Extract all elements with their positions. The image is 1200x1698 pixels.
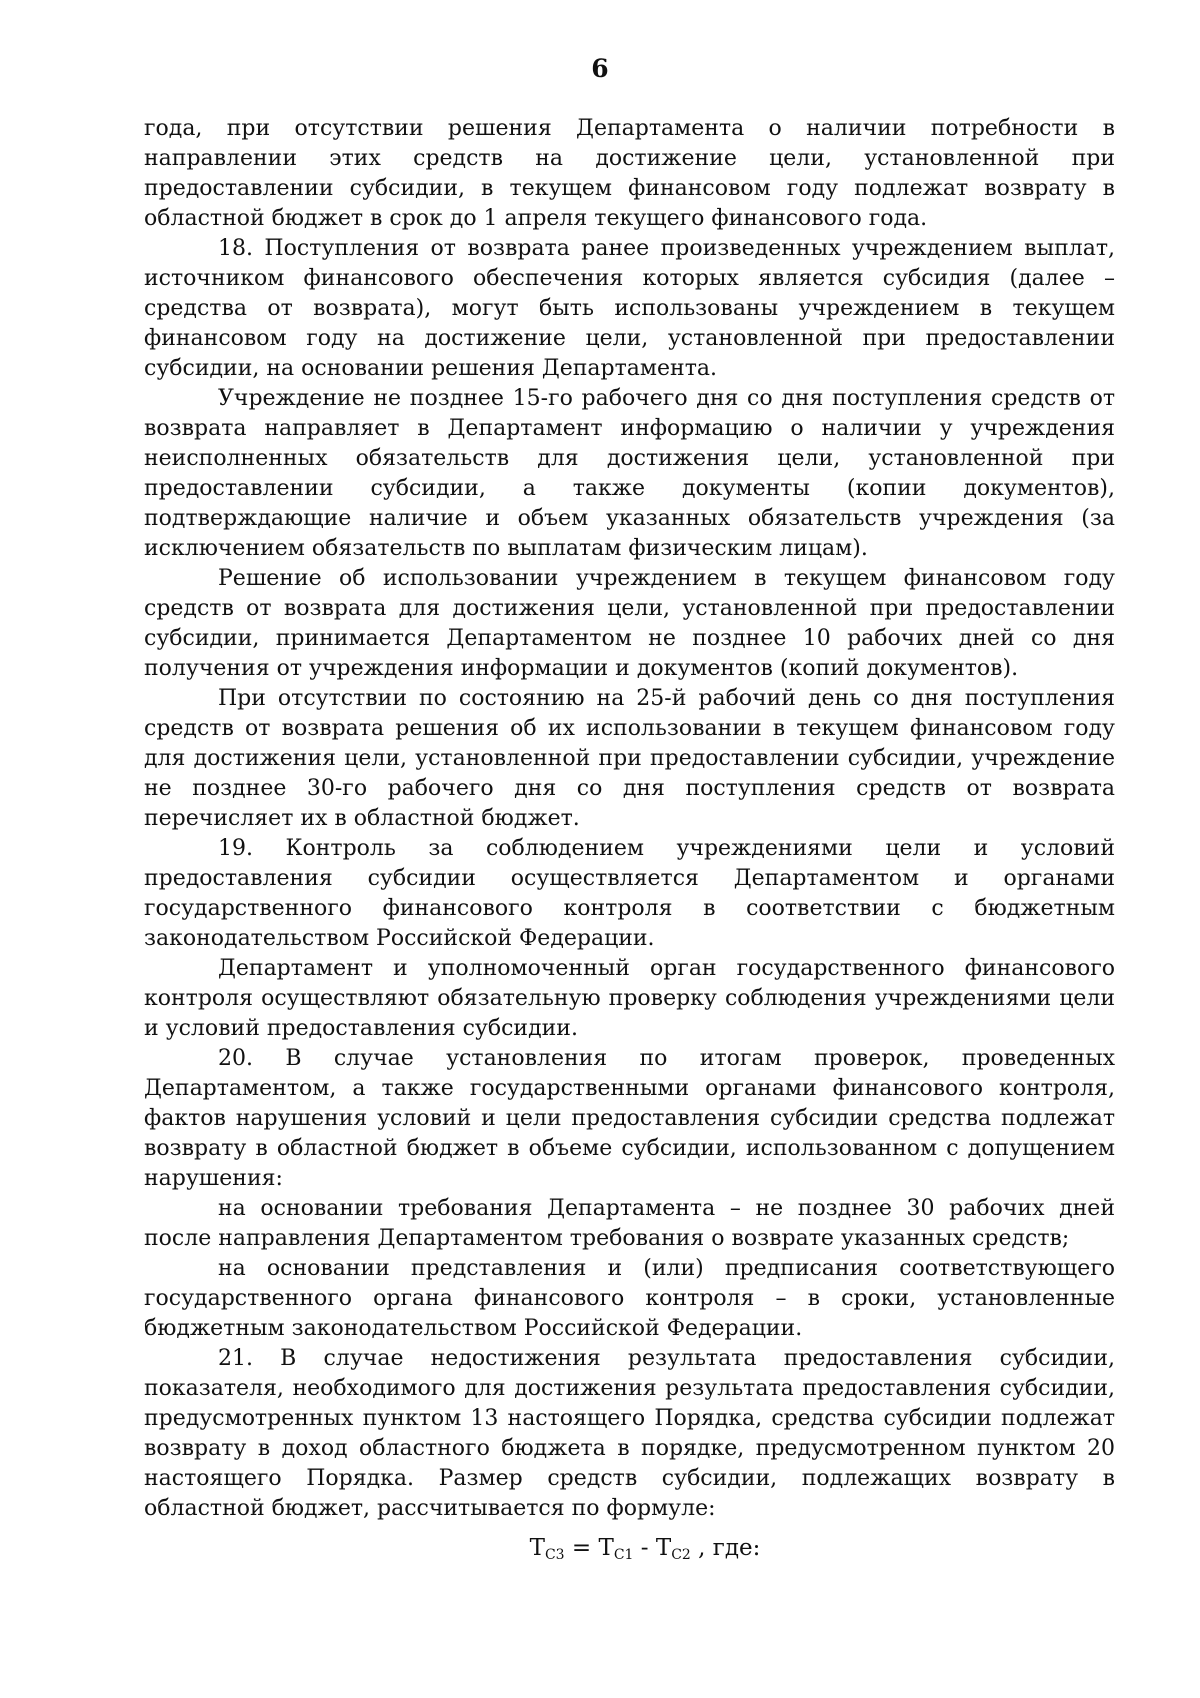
page-number: 6 [591,54,609,83]
paragraph-institution-notice: Учреждение не позднее 15-го рабочего дня со дня поступления средств от возврата направляет в Департамент информацию о наличии у учреждения неисполненных обязательств для достижения цели, установленной при предоставлении субсидии, а также документы (копии документов), подтверждающие наличие и объем указанных обязательств учреждения (за исключением обязательств по выплатам физическим лицам). [144,386,1115,561]
formula-term-1: T [598,1535,614,1561]
formula-term-2: T [655,1535,672,1561]
formula-lhs: T [529,1535,545,1561]
paragraph-item-18: 18. Поступления от возврата ранее произведенных учреждением выплат, источником финансового обеспечения которых является субсидия (далее – средства от возврата), могут быть использованы учреждением в текущем финансовом году на достижение цели, установленной при предоставлении субсидии, на основании решения Департамента. [144,236,1115,381]
formula-term-2-subscript: C2 [671,1547,691,1563]
paragraph-mandatory-check: Департамент и уполномоченный орган государственного финансового контроля осуществляют обязательную проверку соблюдения учреждениями цели и условий предоставления субсидии. [144,956,1115,1041]
paragraph-decision: Решение об использовании учреждением в текущем финансовом году средств от возврата для достижения цели, установленной при предоставлении субсидии, принимается Департаментом не позднее 10 рабочих дней со дня получения от учреждения информации и документов (копий документов). [144,566,1115,681]
body-text [144,114,1115,1524]
paragraph-item-21: 21. В случае недостижения результата предоставления субсидии, показателя, необходимого для достижения результата предоставления субсидии, предусмотренных пунктом 13 настоящего Порядка, средства субсидии подлежат возврату в доход областного бюджета в порядке, предусмотренном пунктом 20 настоящего Порядка. Размер средств субсидии, подлежащих возврату в областной бюджет, рассчитывается по формуле: [144,1346,1115,1521]
refund-formula [0,1533,1200,1570]
formula-term-1-subscript: C1 [613,1547,634,1563]
formula-tail: , где: [690,1535,761,1561]
paragraph-department-requirement: на основании требования Департамента – не позднее 30 рабочих дней после направления Департаментом требования о возврате указанных средств; [144,1196,1115,1251]
paragraph-control-body-order: на основании представления и (или) предписания соответствующего государственного органа финансового контроля – в сроки, установленные бюджетным законодательством Российской Федерации. [144,1256,1115,1341]
formula-minus: - [633,1535,656,1561]
paragraph-continuation: года, при отсутствии решения Департамента о наличии потребности в направлении этих средств на достижение цели, установленной при предоставлении субсидии, в текущем финансовом году подлежат возврату в областной бюджет в срок до 1 апреля текущего финансового года. [144,116,1115,231]
formula-equals: = [564,1535,599,1561]
paragraph-item-19: 19. Контроль за соблюдением учреждениями цели и условий предоставления субсидии осуществляется Департаментом и органами государственного финансового контроля в соответствии с бюджетным законодательством Российской Федерации. [144,836,1115,951]
paragraph-absence-of-decision: При отсутствии по состоянию на 25-й рабочий день со дня поступления средств от возврата решения об их использовании в текущем финансовом году для достижения цели, установленной при предоставлении субсидии, учреждение не позднее 30-го рабочего дня со дня поступления средств от возврата перечисляет их в областной бюджет. [144,686,1115,831]
paragraph-item-20: 20. В случае установления по итогам проверок, проведенных Департаментом, а также государственными органами финансового контроля, фактов нарушения условий и цели предоставления субсидии средства подлежат возврату в областной бюджет в объеме субсидии, использованном с допущением нарушения: [144,1046,1115,1191]
formula-lhs-subscript: C3 [544,1547,565,1563]
